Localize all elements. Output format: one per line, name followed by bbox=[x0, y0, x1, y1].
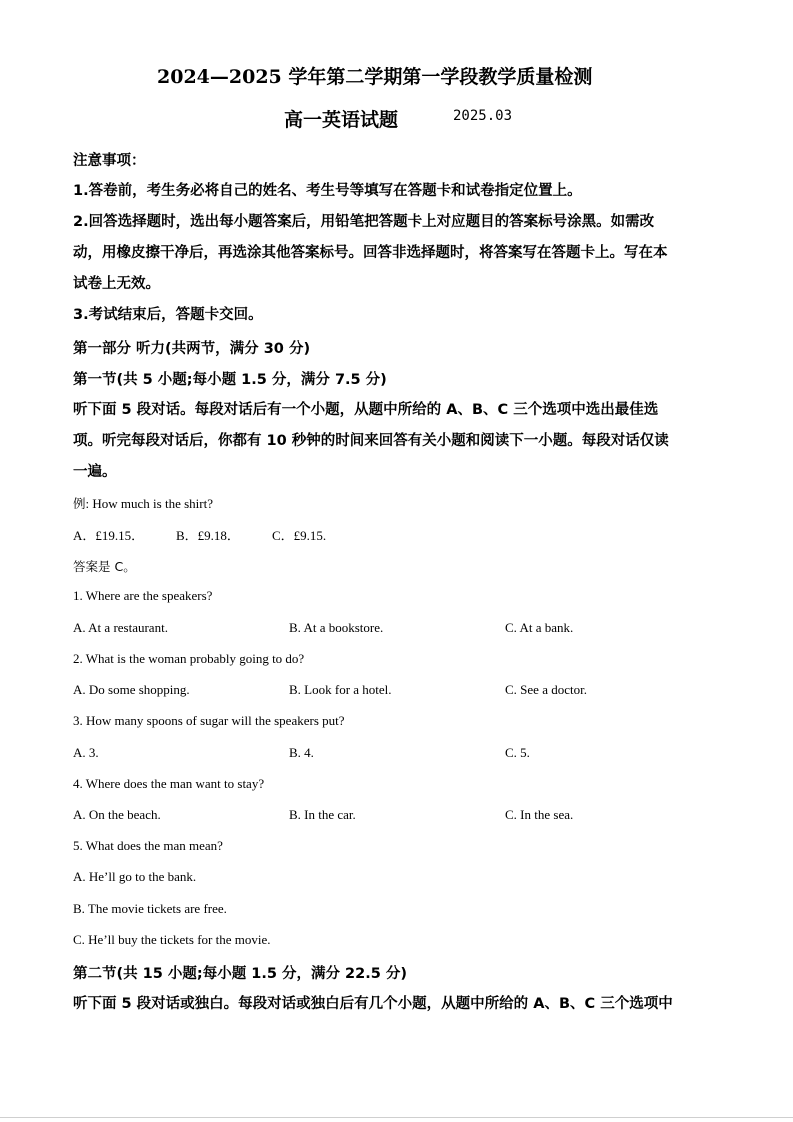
question-4-option-a: A. On the beach. bbox=[73, 807, 161, 822]
notice-heading: 注意事项： bbox=[73, 153, 146, 169]
question-2-option-a: A. Do some shopping. bbox=[73, 682, 190, 697]
question-5: 5. What does the man mean? bbox=[73, 838, 223, 853]
section1-heading: 第一节(共 5 小题;每小题 1.5 分，满分 7.5 分) bbox=[73, 372, 387, 388]
section1-instructions-line-3: 一遍。 bbox=[73, 464, 117, 480]
section1-instructions-line-1: 听下面 5 段对话。每段对话后有一个小题，从题中所给的 A、B、C 三个选项中选出最佳选 bbox=[73, 402, 659, 418]
question-5-option-b: B. The movie tickets are free. bbox=[73, 901, 227, 916]
question-4-option-b: B. In the car. bbox=[289, 807, 356, 822]
question-1-option-c: C. At a bank. bbox=[505, 620, 574, 635]
page-bottom-divider bbox=[0, 1117, 793, 1118]
page-subtitle: 高一英语试题 bbox=[284, 109, 399, 131]
question-1: 1. Where are the speakers? bbox=[73, 588, 213, 603]
question-4-option-c: C. In the sea. bbox=[505, 807, 574, 822]
notice-item-1: 1.答卷前，考生务必将自己的姓名、考生号等填写在答题卡和试卷指定位置上。 bbox=[73, 183, 582, 199]
section2-instructions-line-1: 听下面 5 段对话或独白。每段对话或独白后有几个小题，从题中所给的 A、B、C 三个选项中 bbox=[73, 996, 673, 1012]
question-3: 3. How many spoons of sugar will the speakers put? bbox=[73, 713, 345, 728]
question-5-option-c: C. He’ll buy the tickets for the movie. bbox=[73, 932, 271, 947]
section2-heading: 第二节(共 15 小题;每小题 1.5 分，满分 22.5 分) bbox=[73, 966, 407, 982]
question-3-option-c: C. 5. bbox=[505, 745, 530, 760]
exam-date: 2025.03 bbox=[453, 108, 513, 124]
page-title: 2024—2025 学年第二学期第一学段教学质量检测 bbox=[157, 66, 593, 88]
example-option-c: C．£9.15. bbox=[272, 528, 327, 543]
example-question bbox=[73, 494, 213, 512]
question-3-option-a: A. 3. bbox=[73, 745, 99, 760]
example-answer: 答案是 C。 bbox=[73, 559, 136, 574]
part1-heading: 第一部分 听力(共两节，满分 30 分) bbox=[73, 341, 311, 357]
question-5-option-a: A. He’ll go to the bank. bbox=[73, 869, 197, 884]
section1-instructions-line-2: 项。听完每段对话后，你都有 10 秒钟的时间来回答有关小题和阅读下一小题。每段对话仅读 bbox=[73, 433, 669, 449]
question-1-option-a: A. At a restaurant. bbox=[73, 620, 168, 635]
question-1-option-b: B. At a bookstore. bbox=[289, 620, 384, 635]
question-2: 2. What is the woman probably going to do? bbox=[73, 651, 305, 666]
question-4: 4. Where does the man want to stay? bbox=[73, 776, 265, 791]
question-2-option-c: C. See a doctor. bbox=[505, 682, 587, 697]
example-prefix: 例 bbox=[73, 496, 86, 511]
question-2-option-b: B. Look for a hotel. bbox=[289, 682, 392, 697]
notice-item-2-line-1: 2.回答选择题时，选出每小题答案后，用铅笔把答题卡上对应题目的答案标号涂黑。如需改 bbox=[73, 214, 655, 230]
notice-item-3: 3.考试结束后，答题卡交回。 bbox=[73, 307, 263, 323]
notice-item-2-line-3: 试卷上无效。 bbox=[73, 276, 160, 292]
example-option-a: A．£19.15． bbox=[73, 528, 145, 543]
example-question-text: : How much is the shirt? bbox=[85, 496, 213, 511]
notice-item-2-line-2: 动，用橡皮擦干净后，再选涂其他答案标号。回答非选择题时，将答案写在答题卡上。写在本 bbox=[73, 245, 668, 261]
example-option-b: B．£9.18． bbox=[176, 528, 240, 543]
question-3-option-b: B. 4. bbox=[289, 745, 314, 760]
